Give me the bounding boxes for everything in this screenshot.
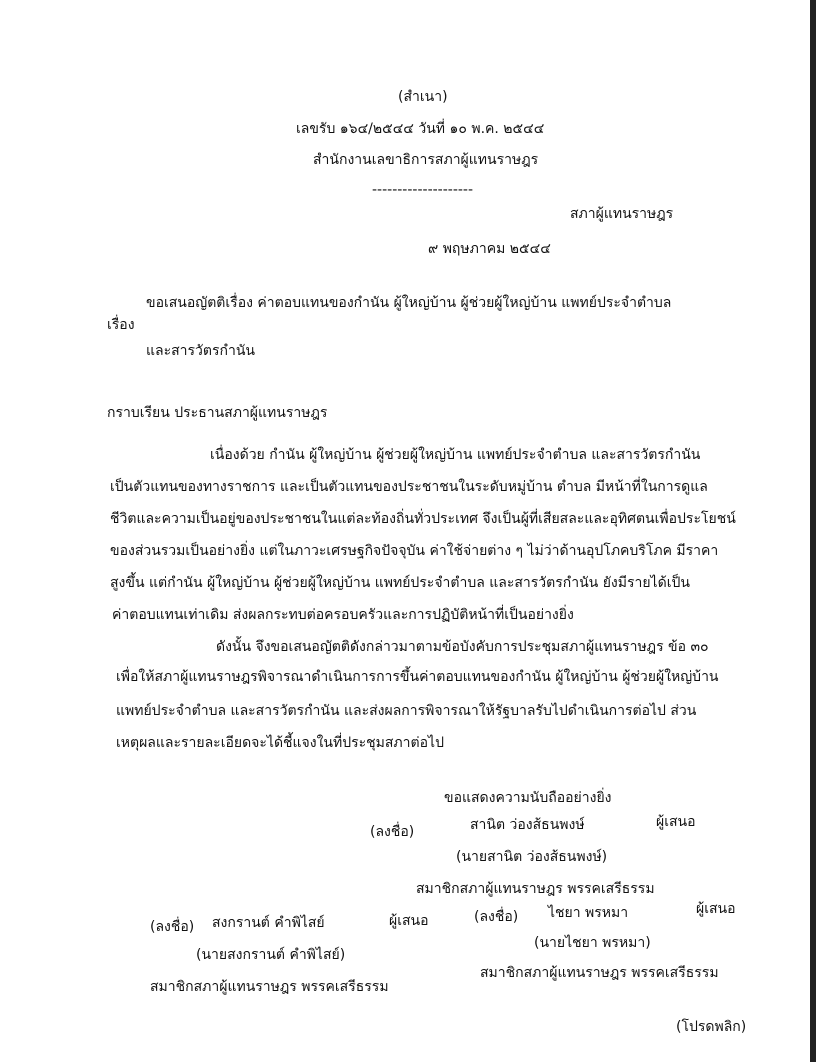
body-p2-line-4: เหตุผลและรายละเอียดจะได้ชี้แจงในที่ประชุมสภาต่อไป xyxy=(116,735,444,751)
letter-date: ๙ พฤษภาคม ๒๕๔๔ xyxy=(428,241,551,257)
body-p1-line-4: ของส่วนรวมเป็นอย่างยิ่ง แต่ในภาวะเศรษฐกิจปัจจุบัน ค่าใช้จ่ายต่าง ๆ ไม่ว่าด้านอุปโภคบริโภค มีราคา xyxy=(110,543,719,559)
body-p2-line-1: ดังนั้น จึงขอเสนอญัตติดังกล่าวมาตามข้อบังคับการประชุมสภาผู้แทนราษฎร ข้อ ๓๐ xyxy=(216,639,709,655)
body-p1-line-6: ค่าตอบแทนเท่าเดิม ส่งผลกระทบต่อครอบครัวและการปฏิบัติหน้าที่เป็นอย่างยิ่ง xyxy=(112,607,574,623)
closing: ขอแสดงความนับถืออย่างยิ่ง xyxy=(444,790,612,806)
salutation: กราบเรียน ประธานสภาผู้แทนราษฎร xyxy=(107,405,328,421)
body-p1-line-3: ชีวิตและความเป็นอยู่ของประชาชนในแต่ละท้องถิ่นทั่วประเทศ จึงเป็นผู้ที่เสียสละและอุทิศตนเพื่อประโยชน์ xyxy=(110,511,736,527)
proposer-label-1: ผู้เสนอ xyxy=(656,814,696,830)
header-separator: -------------------- xyxy=(372,182,474,198)
signer-1-signature: สานิต ว่องส้ธนพงษ์ xyxy=(470,817,585,833)
signer-3-name: (นายไชยา พรหมา) xyxy=(534,935,651,951)
proposer-label-3: ผู้เสนอ xyxy=(696,901,736,917)
proposer-label-2: ผู้เสนอ xyxy=(389,913,429,929)
body-p1-line-1: เนื่องด้วย กำนัน ผู้ใหญ่บ้าน ผู้ช่วยผู้ใหญ่บ้าน แพทย์ประจำตำบล และสารวัตรกำนัน xyxy=(210,447,701,463)
body-p1-line-5: สูงขึ้น แต่กำนัน ผู้ใหญ่บ้าน ผู้ช่วยผู้ใหญ่บ้าน แพทย์ประจำตำบล และสารวัตรกำนัน ยังมีรายได้เป็น xyxy=(110,575,690,591)
signer-2-signature: สงกรานต์ คำพิไสย์ xyxy=(212,915,325,931)
sign-label-3: (ลงชื่อ) xyxy=(474,909,519,925)
body-p2-line-3: แพทย์ประจำตำบล และสารวัตรกำนัน และส่งผลการพิจารณาให้รัฐบาลรับไปดำเนินการต่อไป ส่วน xyxy=(116,703,697,719)
copy-note: (สำเนา) xyxy=(398,89,448,105)
receipt-number: เลขรับ ๑๖๔/๒๕๔๔ วันที่ ๑๐ พ.ค. ๒๕๔๔ xyxy=(296,121,545,137)
signer-3-position: สมาชิกสภาผู้แทนราษฎร พรรคเสรีธรรม xyxy=(480,965,719,981)
body-p2-line-2: เพื่อให้สภาผู้แทนราษฎรพิจารณาดำเนินการการขึ้นค่าตอบแทนของกำนัน ผู้ใหญ่บ้าน ผู้ช่วยผู้ใหญ่บ้าน xyxy=(116,669,719,685)
subject-line-1: ขอเสนอญัตติเรื่อง ค่าตอบแทนของกำนัน ผู้ใหญ่บ้าน ผู้ช่วยผู้ใหญ่บ้าน แพทย์ประจำตำบล xyxy=(146,295,672,311)
body-p1-line-2: เป็นตัวแทนของทางราชการ และเป็นตัวแทนของประชาชนในระดับหมู่บ้าน ตำบล มีหน้าที่ในการดูแล xyxy=(110,479,708,495)
scan-edge xyxy=(810,0,816,1062)
origin-office: สภาผู้แทนราษฎร xyxy=(570,206,674,222)
signer-1-name: (นายสานิต ว่องส้ธนพงษ์) xyxy=(456,849,608,865)
subject-label: เรื่อง xyxy=(107,317,135,333)
signer-1-position: สมาชิกสภาผู้แทนราษฎร พรรคเสรีธรรม xyxy=(416,881,655,897)
turn-over-note: (โปรดพลิก) xyxy=(676,1019,747,1035)
subject-line-2: และสารวัตรกำนัน xyxy=(146,343,255,359)
receiving-office: สำนักงานเลขาธิการสภาผู้แทนราษฎร xyxy=(313,152,539,168)
sign-label-2: (ลงชื่อ) xyxy=(150,919,195,935)
sign-label-1: (ลงชื่อ) xyxy=(370,824,415,840)
signer-2-position: สมาชิกสภาผู้แทนราษฎร พรรคเสรีธรรม xyxy=(150,979,389,995)
signer-2-name: (นายสงกรานต์ คำพิไสย์) xyxy=(196,947,346,963)
signer-3-signature: ไชยา พรหมา xyxy=(548,905,629,921)
